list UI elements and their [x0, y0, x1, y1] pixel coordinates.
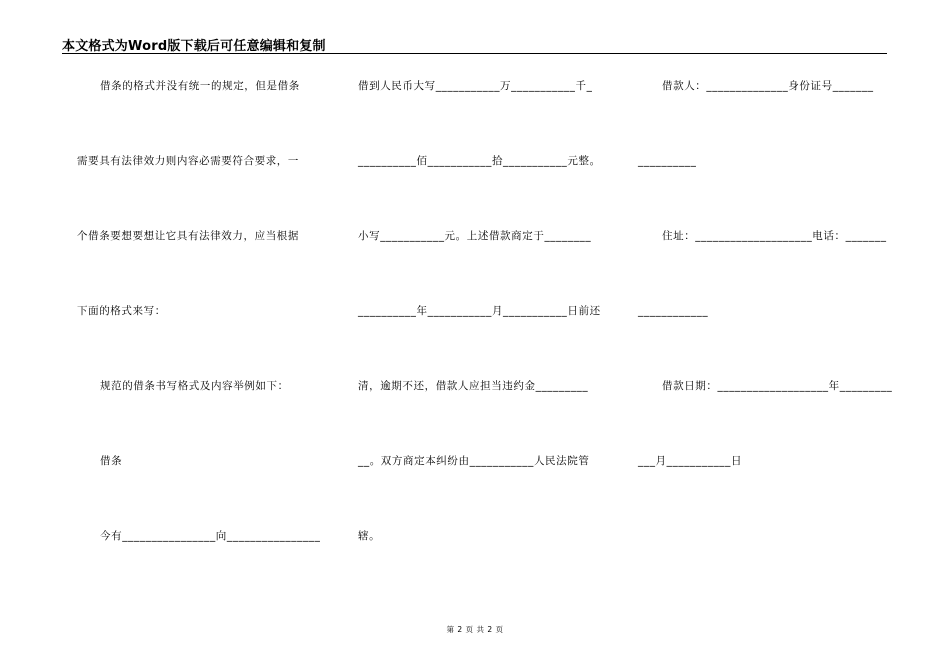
middle-line-3: 小写___________元。上述借款商定于________ — [358, 230, 592, 242]
right-line-2: __________ — [638, 155, 697, 167]
right-line-6: ___月___________日 — [638, 455, 743, 467]
right-line-1: 借款人：______________身份证号_______ — [662, 80, 874, 92]
left-line-1: 借条的格式并没有统一的规定，但是借条 — [100, 80, 300, 92]
page-header-title: 本文格式为Word版下载后可任意编辑和复制 — [62, 39, 326, 54]
right-line-5: 借款日期：___________________年_________ — [662, 380, 893, 392]
right-line-3: 住址：____________________电话：_______ — [662, 230, 887, 242]
left-line-7: 今有________________向________________ — [100, 530, 321, 542]
page-number-footer: 第 2 页 共 2 页 — [446, 625, 504, 634]
left-line-5: 规范的借条书写格式及内容举例如下： — [100, 380, 289, 392]
middle-line-6: __。双方商定本纠纷由___________人民法院管 — [358, 455, 590, 467]
header-divider — [62, 53, 887, 54]
right-line-4: ____________ — [638, 305, 709, 317]
left-line-2: 需要具有法律效力则内容必需要符合要求，一 — [77, 155, 299, 167]
left-line-6: 借条 — [100, 455, 123, 467]
middle-line-4: __________年___________月___________日前还 — [358, 305, 601, 317]
middle-line-2: __________佰___________拾___________元整。 — [358, 155, 601, 167]
left-line-4: 下面的格式来写： — [77, 305, 166, 317]
middle-line-5: 清，逾期不还，借款人应担当违约金_________ — [358, 380, 589, 392]
middle-line-7: 辖。 — [358, 530, 381, 542]
middle-line-1: 借到人民币大写___________万___________千_ — [358, 80, 593, 92]
left-line-3: 个借条要想要想让它具有法律效力，应当根据 — [77, 230, 299, 242]
